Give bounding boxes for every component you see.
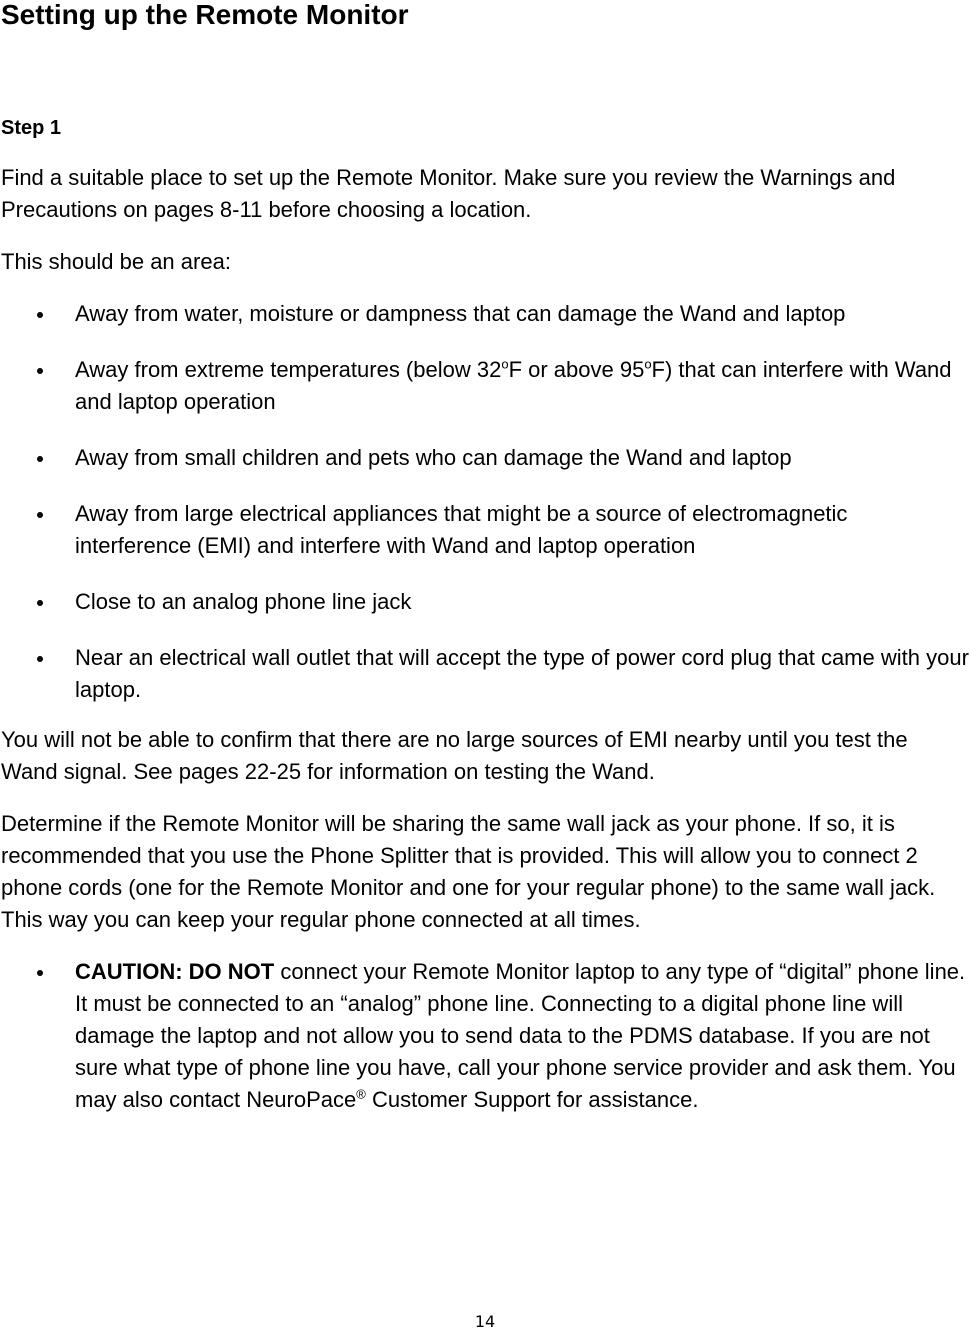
- list-item-text: Away from water, moisture or dampness that can damage the Wand and laptop: [75, 301, 846, 326]
- location-criteria-list: [1, 298, 969, 706]
- page-content: [1, 112, 969, 1116]
- bullet-icon: [37, 600, 43, 606]
- area-lead-text: This should be an area:: [1, 249, 231, 274]
- step-heading: Step 1: [1, 117, 62, 139]
- temperature-text-part: F or above 95: [508, 357, 645, 382]
- bullet-icon: [37, 456, 43, 462]
- caution-body: connect your Remote Monitor laptop to any type of “digital” phone line. It must be connected to an “analog” phone line. Connecting to a digital phone line will damage the laptop and not allow you to send data to the PDMS database. If you are not sure what type of phone line you have, call your phone service provider and ask them. You may also contact NeuroPace: [75, 959, 966, 1112]
- degree-mark: o: [644, 356, 652, 372]
- bullet-icon: [37, 312, 43, 318]
- registered-mark: ®: [356, 1086, 366, 1102]
- bullet-icon: [37, 512, 43, 518]
- list-item-text: Away from small children and pets who can damage the Wand and laptop: [75, 445, 792, 470]
- list-item: [1, 586, 969, 618]
- list-item: [1, 442, 969, 474]
- list-item: [1, 298, 969, 330]
- caution-text: [75, 959, 965, 1112]
- phone-splitter-paragraph: Determine if the Remote Monitor will be sharing the same wall jack as your phone. If so, it is recommended that you use the Phone Splitter that is provided. This will allow you to connect 2 phone cords (one for the Remote Monitor and one for your regular phone) to the same wall jack. This way you can keep your regular phone connected at all times.: [1, 811, 936, 932]
- degree-mark: o: [501, 356, 509, 372]
- list-item-text: [75, 357, 952, 414]
- temperature-text-part: Away from extreme temperatures (below 32: [75, 357, 502, 382]
- list-item: [1, 354, 969, 418]
- caution-label: CAUTION: DO NOT: [75, 959, 275, 984]
- page-title: Setting up the Remote Monitor: [1, 0, 409, 30]
- bullet-icon: [37, 368, 43, 374]
- temperature-text-part: F) that can interfere with Wand and laptop operation: [75, 357, 952, 414]
- list-item-text: Close to an analog phone line jack: [75, 589, 412, 614]
- page-number: 14: [474, 1312, 496, 1331]
- caution-body-end: Customer Support for assistance.: [365, 1087, 699, 1112]
- emi-paragraph: You will not be able to confirm that there are no large sources of EMI nearby until you test the Wand signal. See pages 22-25 for information on testing the Wand.: [1, 727, 908, 784]
- list-item-text: Near an electrical wall outlet that will accept the type of power cord plug that came with your laptop.: [75, 645, 969, 702]
- list-item-text: Away from large electrical appliances that might be a source of electromagnetic interference (EMI) and interfere with Wand and laptop operation: [75, 501, 848, 558]
- list-item: [1, 498, 969, 562]
- caution-item: [1, 956, 969, 1116]
- caution-list: [1, 956, 969, 1116]
- bullet-icon: [37, 970, 43, 976]
- bullet-icon: [37, 656, 43, 662]
- intro-paragraph: Find a suitable place to set up the Remote Monitor. Make sure you review the Warnings and Precautions on pages 8-11 before choosing a location.: [1, 165, 896, 222]
- list-item: [1, 642, 969, 706]
